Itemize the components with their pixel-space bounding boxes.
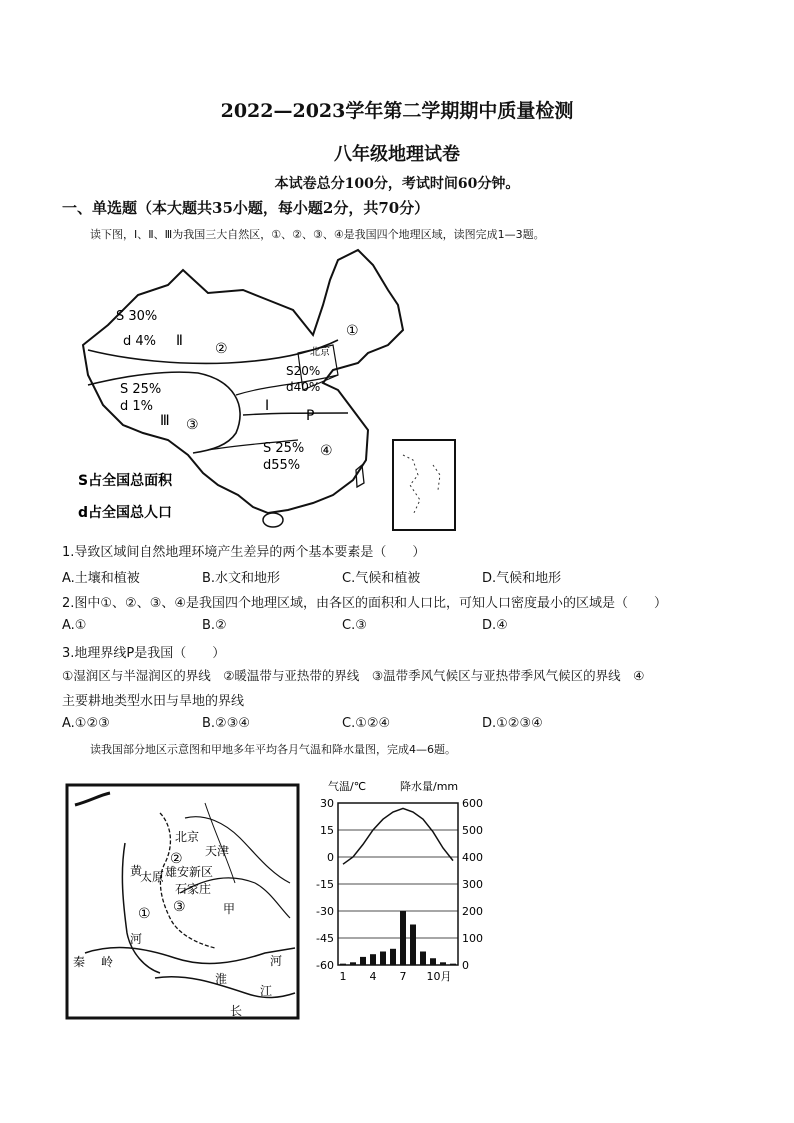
- north-china-map: [65, 783, 300, 1020]
- qin-label: 秦: [73, 955, 86, 969]
- circle-3-label: ③: [186, 417, 199, 433]
- d3-label: d 1%: [120, 399, 154, 414]
- second-intro: 读我国部分地区示意图和甲地多年平均各月气温和降水量图，完成4—6题。: [90, 743, 456, 756]
- exam-note: 本试卷总分100分，考试时间60分钟。: [274, 176, 520, 192]
- section-intro: 读下图，Ⅰ、Ⅱ、Ⅲ为我国三大自然区，①、②、③、④是我国四个地理区域，读图完成1—3题。: [90, 228, 545, 241]
- precip-tick-label: 0: [462, 959, 469, 972]
- month-tick-label: 1: [339, 970, 347, 983]
- s1-label: S20%: [286, 364, 321, 378]
- china-regions-map: [68, 245, 468, 535]
- circle-1-label: ①: [346, 323, 359, 339]
- jiang-label: 江: [260, 984, 273, 998]
- precip-bar: [340, 964, 346, 965]
- precip-bar: [440, 962, 446, 965]
- region-I-label: Ⅰ: [265, 398, 270, 414]
- temp-tick-label: -15: [316, 878, 334, 891]
- circle-4-label: ④: [320, 443, 333, 459]
- exam-subtitle: 八年级地理试卷: [334, 144, 460, 165]
- south-sea-inset: [393, 440, 455, 530]
- s3-label: S 25%: [120, 382, 162, 397]
- temperature-line: [343, 808, 453, 864]
- month-tick-label: 7: [399, 970, 407, 983]
- d2-label: d 4%: [123, 334, 157, 349]
- exam-title: 2022—2023学年第二学期期中质量检测: [220, 100, 574, 122]
- legend-d: d占全国总人口: [78, 505, 173, 521]
- precip-tick-label: 600: [462, 797, 483, 810]
- temp-tick-label: -45: [316, 932, 334, 945]
- temp-tick-label: -30: [316, 905, 334, 918]
- q2-stem: 2.图中①、②、③、④是我国四个地理区域，由各区的面积和人口比，可知人口密度最小的区域是（ ）: [62, 596, 668, 611]
- q3-statements-line1: ①湿润区与半湿润区的界线 ②暖温带与亚热带的界线 ③温带季风气候区与亚热带季风气候区的界线 ④: [62, 668, 645, 683]
- precip-bar: [450, 964, 456, 965]
- precip-bar: [370, 954, 376, 965]
- precip-bar: [390, 949, 396, 965]
- q2-option-c[interactable]: C.③: [342, 618, 367, 633]
- precip-bar: [420, 952, 426, 966]
- temp-tick-label: 0: [327, 851, 334, 864]
- q1-option-a[interactable]: A.土壤和植被: [62, 571, 140, 586]
- hainan-island: [263, 513, 283, 527]
- q3-option-a[interactable]: A.①②③: [62, 716, 110, 731]
- jia-label: 甲: [223, 902, 236, 916]
- region-II-label: Ⅱ: [176, 333, 183, 349]
- river2-label: 河: [270, 954, 283, 968]
- q1-option-d[interactable]: D.气候和地形: [482, 571, 562, 586]
- precip-bar: [350, 962, 356, 965]
- beijing-label: 北京: [175, 830, 200, 844]
- d4-label: d55%: [263, 458, 301, 473]
- circle-1-label: ①: [138, 906, 151, 922]
- river-label: 河: [130, 932, 143, 946]
- d1-label: d40%: [286, 380, 321, 394]
- q1-option-c[interactable]: C.气候和植被: [342, 571, 421, 586]
- q3-option-d[interactable]: D.①②③④: [482, 716, 543, 731]
- tianjin-label: 天津: [205, 844, 230, 858]
- q2-option-a[interactable]: A.①: [62, 618, 87, 633]
- temp-tick-label: 30: [320, 797, 334, 810]
- s4-label: S 25%: [263, 441, 305, 456]
- s2-label: S 30%: [116, 309, 158, 324]
- region-III-label: Ⅲ: [160, 413, 170, 429]
- climate-chart: [310, 776, 495, 986]
- precip-tick-label: 500: [462, 824, 483, 837]
- huang-label: 黄: [130, 864, 143, 878]
- precip-bar: [400, 911, 406, 965]
- precip-bar: [360, 957, 366, 965]
- precip-tick-label: 300: [462, 878, 483, 891]
- taiyuan-label: 太原: [140, 870, 165, 884]
- line-P: [243, 413, 348, 415]
- temp-tick-label: -60: [316, 959, 334, 972]
- chang-label: 长: [230, 1004, 243, 1018]
- q3-stem: 3.地理界线P是我国（ ）: [62, 646, 226, 661]
- month-tick-label: 4: [369, 970, 377, 983]
- precip-bar: [410, 925, 416, 966]
- q3-statements-line2: 主要耕地类型水田与旱地的界线: [62, 694, 245, 709]
- xiongan-label: 雄安新区: [165, 865, 214, 879]
- huai-label: 淮: [215, 972, 228, 986]
- q3-option-c[interactable]: C.①②④: [342, 716, 391, 731]
- precip-tick-label: 100: [462, 932, 483, 945]
- month-tick-label: 10月: [426, 970, 452, 983]
- q2-option-d[interactable]: D.④: [482, 618, 508, 633]
- ling-label: 岭: [101, 955, 114, 969]
- temp-tick-label: 15: [320, 824, 334, 837]
- precip-bar: [380, 952, 386, 966]
- q1-stem: 1.导致区域间自然地理环境产生差异的两个基本要素是（ ）: [62, 545, 426, 560]
- precip-axis-label: 降水量/mm: [400, 780, 459, 793]
- precip-tick-label: 200: [462, 905, 483, 918]
- precip-tick-label: 400: [462, 851, 483, 864]
- line-P-label: P: [306, 408, 315, 424]
- legend-s: S占全国总面积: [78, 473, 173, 489]
- q3-option-b[interactable]: B.②③④: [202, 716, 251, 731]
- temp-axis-label: 气温/℃: [328, 780, 367, 793]
- shijiazhuang-label: 石家庄: [175, 882, 212, 896]
- beijing-label: 北京: [310, 347, 330, 358]
- circle-3-label: ③: [173, 899, 186, 915]
- q2-option-b[interactable]: B.②: [202, 618, 227, 633]
- circle-2-label: ②: [170, 851, 183, 867]
- circle-2-label: ②: [215, 341, 228, 357]
- q1-option-b[interactable]: B.水文和地形: [202, 571, 281, 586]
- precip-bar: [430, 958, 436, 965]
- section-heading: 一、单选题（本大题共35小题，每小题2分，共70分）: [62, 199, 430, 217]
